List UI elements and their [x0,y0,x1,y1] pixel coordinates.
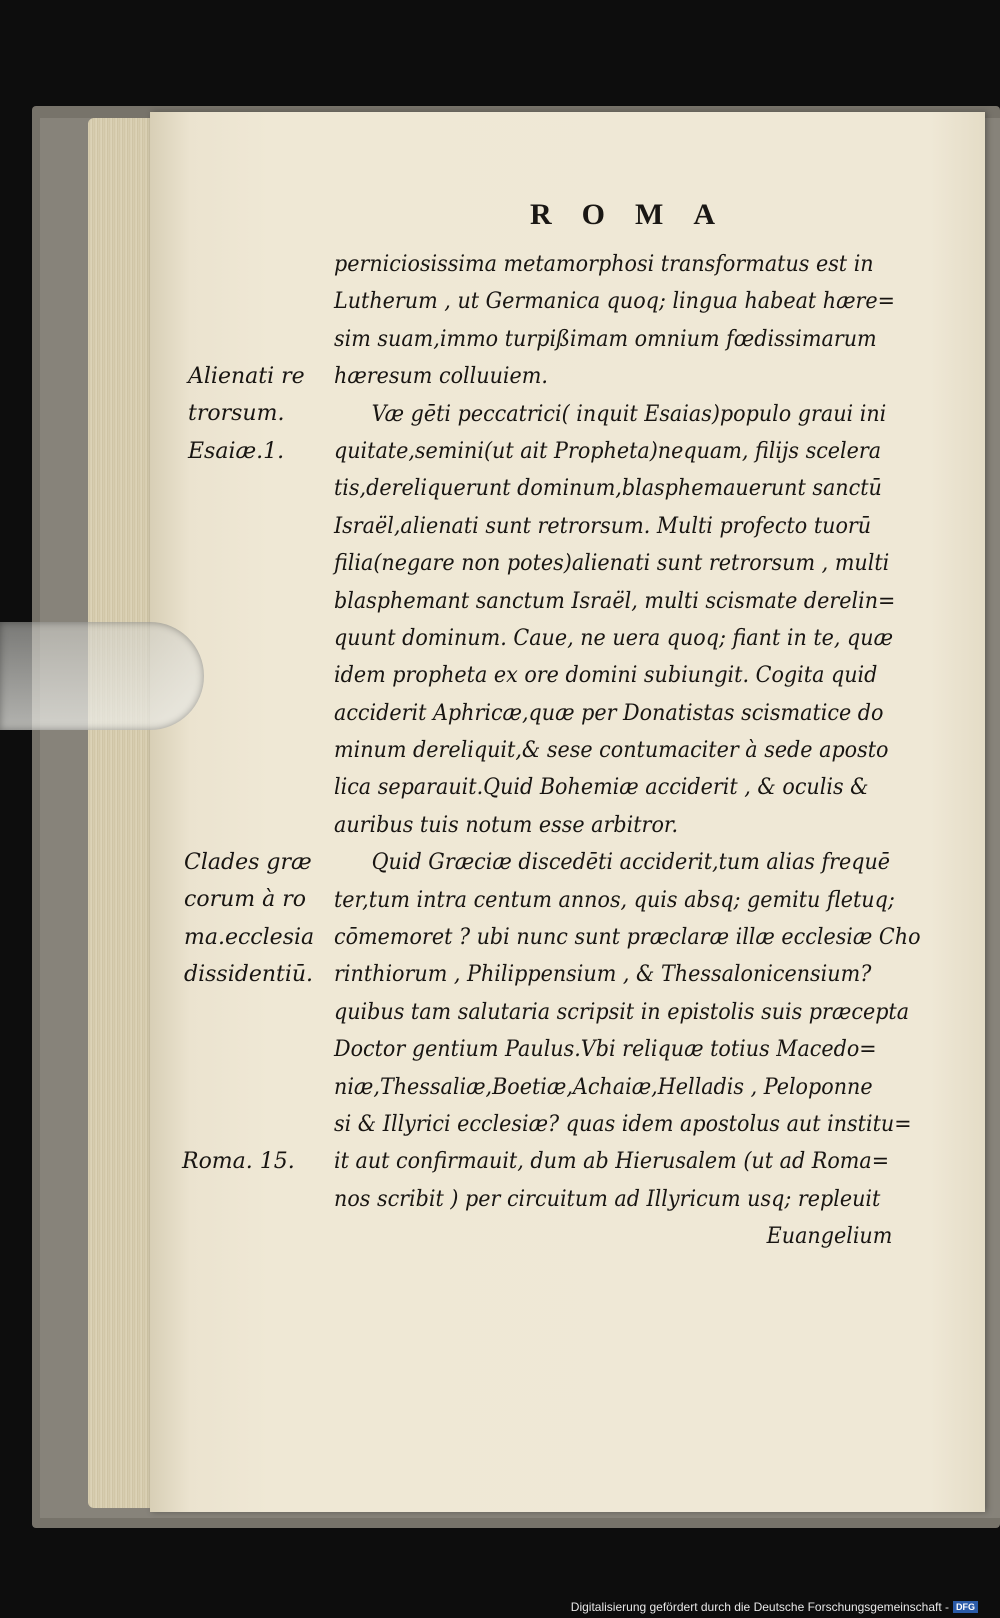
text-line: Quid Græciæ discedēti acciderit,tum alias frequē [371,850,891,876]
marginal-line: ma.ecclesia [184,924,315,950]
text-line: Lutherum , ut Germanica quoq; lingua habeat hære= [334,289,896,315]
text-line: auribus tuis notum esse arbitror. [334,812,679,838]
text-line: blasphemant sanctum Israël, multi scismate derelin= [334,588,896,614]
text-line: minum dereliquit,& sese contumaciter à sede aposto [334,738,889,764]
text-line: Israël,alienati sunt retrorsum. Multi profecto tuorū [334,513,872,539]
marginal-line: Clades græ [184,850,312,875]
marginal-line: Esaiæ.1. [188,438,285,464]
marginal-line: trorsum. [188,401,285,427]
marginal-line: Roma. 15. [182,1149,295,1174]
main-text [334,246,934,1256]
text-line: lica separauit.Quid Bohemiæ acciderit , & oculis & [334,775,869,801]
text-line: si & Illyrici ecclesiæ? quas idem apostolus aut institu= [334,1111,912,1137]
marginal-note [188,358,305,470]
page-stack [88,118,158,1508]
text-line: Doctor gentium Paulus.Vbi reliquæ totius Macedo= [334,1037,877,1063]
text-line: Væ gēti peccatrici( inquit Esaias)populo graui ini [371,401,887,427]
text-line: rinthiorum , Philippensium , & Thessalonicensium? [334,962,872,988]
text-line: sim suam,immo turpißimam omnium fœdissimarum [334,326,877,352]
text-line: hæresum colluuiem. [334,364,548,390]
marginal-line: dissidentiū. [184,962,314,988]
text-line: filia(negare non potes)alienati sunt retrorsum , multi [334,551,890,577]
text-line: niæ,Thessaliæ,Boetiæ,Achaiæ,Helladis , Peloponne [334,1074,873,1100]
text-line: quunt dominum. Caue, ne uera quoq; fiant in te, quæ [334,625,894,651]
marginal-note [182,1143,295,1180]
marginal-note [184,844,314,994]
text-line: quitate,semini(ut ait Propheta)nequam, filijs scelera [334,438,882,464]
text-line: ter,tum intra centum annos, quis absq; gemitu fletuq; [334,887,895,913]
text-line: nos scribit ) per circuitum ad Illyricum usq; repleuit [334,1186,881,1212]
dfg-logo: DFG [953,1601,978,1613]
text-line: cōmemoret ? ubi nunc sunt præclaræ illæ ecclesiæ Cho [334,925,921,951]
text-line: quibus tam salutaria scripsit in epistolis suis præcepta [334,999,910,1025]
text-line: acciderit Aphricæ,quæ per Donatistas scismatice do [334,700,884,726]
text-line: tis,dereliquerunt dominum,blasphemauerunt sanctū [334,476,882,502]
marginal-line: corum à ro [184,887,306,913]
marginal-line: Alienati re [188,364,305,389]
catchword: Euangelium [766,1224,893,1250]
plastic-clip [0,622,204,730]
credit-text: Digitalisierung gefördert durch die Deutsche Forschungsgemeinschaft - [570,1600,949,1614]
text-line: it aut confirmauit, dum ab Hierusalem (ut ad Roma= [334,1149,890,1175]
text-line: idem propheta ex ore domini subiungit. Cogita quid [334,663,878,689]
running-head: ROMA [530,198,745,231]
text-line: perniciosissima metamorphosi transformatus est in [334,252,874,277]
digitization-credit [571,1600,978,1614]
